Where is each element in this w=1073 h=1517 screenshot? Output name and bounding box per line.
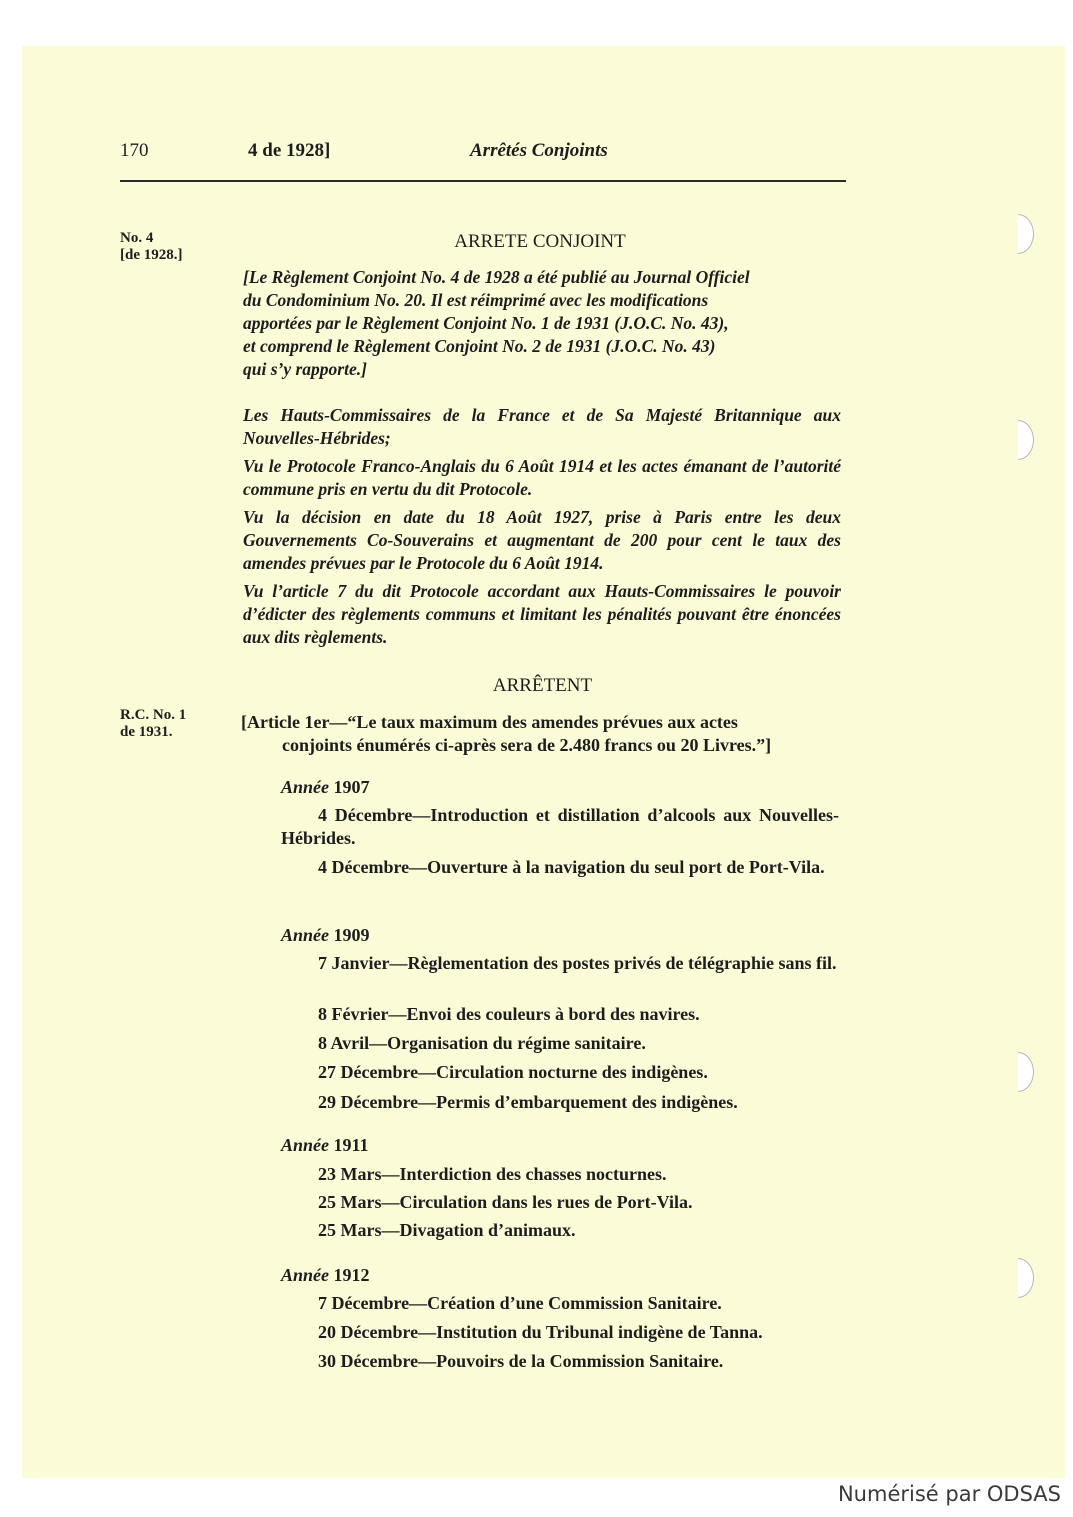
year-heading: Année 1907 — [281, 777, 370, 797]
document-title: ARRETE CONJOINT — [454, 231, 626, 252]
list-item: 25 Mars—Circulation dans les rues de Port-Vila. — [318, 1192, 693, 1212]
margin-note-no4: No. 4 [de 1928.] — [120, 230, 183, 263]
digitized-by-footer: Numérisé par ODSAS — [837, 1482, 1061, 1506]
recital: Vu l’article 7 du dit Protocole accordant aux Hauts-Commissaires le pouvoir d’édicter des règlements communs et limitant les pénalités pouvant être énoncées aux dits règlements. — [243, 581, 841, 647]
running-title: Arrêtés Conjoints — [470, 140, 608, 161]
recital: Vu le Protocole Franco-Anglais du 6 Août 1914 et les actes émanant de l’autorité commune pris en vertu du dit Protocole. — [243, 456, 841, 499]
list-item: 8 Février—Envoi des couleurs à bord des navires. — [318, 1004, 700, 1024]
year-heading: Année 1911 — [281, 1135, 369, 1155]
list-item: 23 Mars—Interdiction des chasses nocturnes. — [318, 1164, 667, 1184]
list-item: 30 Décembre—Pouvoirs de la Commission Sanitaire. — [318, 1351, 724, 1371]
header-reference: 4 de 1928] — [248, 140, 331, 161]
list-item: 20 Décembre—Institution du Tribunal indigène de Tanna. — [318, 1322, 763, 1342]
list-item: 8 Avril—Organisation du régime sanitaire. — [318, 1033, 646, 1053]
list-item: 7 Janvier—Règlementation des postes privés de télégraphie sans fil. — [318, 953, 837, 973]
list-item: 7 Décembre—Création d’une Commission Sanitaire. — [318, 1293, 722, 1313]
list-item: 4 Décembre—Introduction et distillation d’alcools aux Nouvelles-Hébrides. — [281, 805, 839, 848]
recital: Les Hauts-Commissaires de la France et de Sa Majesté Britannique aux Nouvelles-Hébrides; — [243, 405, 841, 448]
year-heading: Année 1912 — [281, 1265, 370, 1285]
article-1: [Article 1er—“Le taux maximum des amendes prévues aux actes conjoints énumérés ci-après sera de 2.480 francs ou 20 Livres.”] — [241, 712, 772, 755]
intro-note: [Le Règlement Conjoint No. 4 de 1928 a été publié au Journal Officiel du Condominium No. 20. Il est réimprimé avec les modifications apportées par le Règlement Conjoint No. 1 de 1931 (J.O.C. No. 43), et comprend le Règlement Conjoint No. 2 de 1931 (J.O.C. No. 43) qui s’y rapporte.] — [243, 267, 750, 379]
list-item: 25 Mars—Divagation d’animaux. — [318, 1220, 576, 1240]
list-item: 4 Décembre—Ouverture à la navigation du seul port de Port-Vila. — [318, 857, 825, 877]
list-item: 29 Décembre—Permis d’embarquement des indigènes. — [318, 1092, 738, 1112]
recital: Vu la décision en date du 18 Août 1927, prise à Paris entre les deux Gouvernements Co-Souverains et augmentant de 200 pour cent le taux des amendes prévues par le Protocole du 6 Août 1914. — [243, 507, 841, 573]
header-rule — [120, 180, 846, 182]
margin-note-rc1: R.C. No. 1 de 1931. — [120, 707, 187, 740]
list-item: 27 Décembre—Circulation nocturne des indigènes. — [318, 1062, 708, 1082]
page-number: 170 — [120, 140, 149, 161]
decree-heading: ARRÊTENT — [492, 675, 593, 696]
year-heading: Année 1909 — [281, 925, 370, 945]
